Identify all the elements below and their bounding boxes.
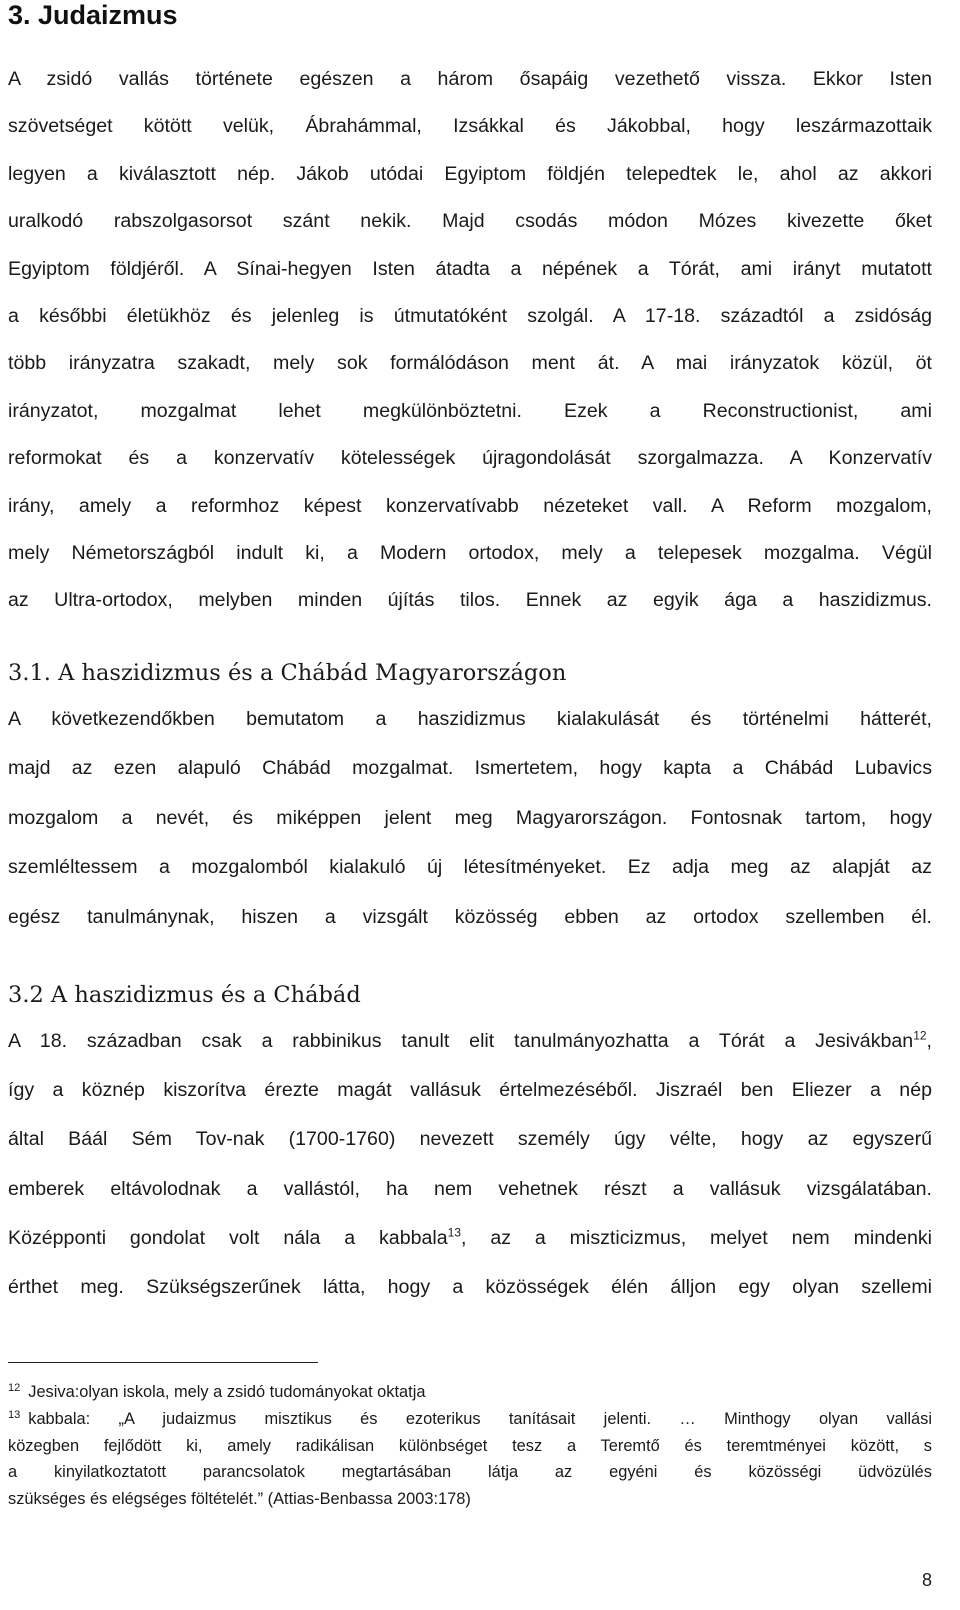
text-line: legyen a kiválasztott nép. Jákob utódai Egyiptom földjén telepedtek le, ahol az akkori — [8, 162, 932, 185]
text-line: irány, amely a reformhoz képest konzervatívabb nézeteket vall. A Reform mozgalom, — [8, 494, 932, 517]
footnote-separator — [8, 1362, 318, 1363]
footnote-line: közegben fejlődött ki, amely radikálisan különbséget tesz a Teremtő és teremtményei között, s — [8, 1436, 932, 1455]
footnote-ref-12[interactable]: 12 — [913, 1028, 927, 1043]
page-number: 8 — [921, 1570, 932, 1590]
text-line: által Báál Sém Tov-nak (1700-1760) nevezett személy úgy vélte, hogy az egyszerű — [8, 1128, 932, 1151]
text-fragment: , — [926, 1030, 932, 1052]
text-fragment: Középponti gondolat volt nála a kabbala — [8, 1226, 448, 1249]
section-heading-3-1: 3.1. A haszidizmus és a Chábád Magyarországon — [8, 660, 567, 686]
text-line: egész tanulmánynak, hiszen a vizsgált közösség ebben az ortodox szellemben él. — [8, 905, 932, 928]
footnote-line: a kinyilatkoztatott parancsolatok megtartásában látja az egyéni és közösségi üdvözülés — [8, 1463, 932, 1481]
text-line: szövetséget kötött velük, Ábrahámmal, Izsákkal és Jákobbal, hogy leszármazottaik — [8, 115, 932, 138]
footnote-13 — [8, 1406, 932, 1512]
text-line: így a köznép kiszorítva érezte magát vallásuk értelmezéséből. Jiszraél ben Eliezer a nép — [8, 1079, 932, 1102]
text-line: uralkodó rabszolgasorsot szánt nekik. Majd csodás módon Mózes kivezette őket — [8, 210, 932, 233]
text-line: érthet meg. Szükségszerűnek látta, hogy a közösségek élén álljon egy olyan szellemi — [8, 1276, 932, 1299]
text-line: majd az ezen alapuló Chábád mozgalmat. Ismertetem, hogy kapta a Chábád Lubavics — [8, 757, 932, 780]
text-line: mozgalom a nevét, és miképpen jelent meg Magyarországon. Fontosnak tartom, hogy — [8, 806, 932, 829]
footnote-12 — [8, 1379, 932, 1406]
text-line: irányzatot, mozgalmat lehet megkülönböztetni. Ezek a Reconstructionist, ami — [8, 399, 932, 422]
paragraph-section-3-1 — [8, 695, 932, 942]
text-line: Egyiptom földjéről. A Sínai-hegyen Isten átadta a népének a Tórát, ami irányt mutatott — [8, 257, 932, 280]
footnote-number: 12 — [8, 1381, 21, 1394]
text-line — [8, 1017, 932, 1066]
footnote-number: 13 — [8, 1408, 21, 1421]
text-fragment: , az a miszticizmus, melyet nem mindenki — [461, 1226, 932, 1249]
footnote-ref-13[interactable]: 13 — [447, 1225, 462, 1240]
footnote-text: kabbala: „A judaizmus misztikus és ezoterikus tanításait jelenti. … Minthogy olyan vallási — [28, 1410, 932, 1428]
text-line: A következendőkben bemutatom a haszidizmus kialakulását és történelmi hátterét, — [8, 708, 932, 730]
text-line: a későbbi életükhöz és jelenleg is útmutatóként szolgál. A 17-18. századtól a zsidóság — [8, 305, 932, 328]
section-heading-3-2: 3.2 A haszidizmus és a Chábád — [8, 982, 361, 1008]
text-line: mely Németországból indult ki, a Modern ortodox, mely a telepesek mozgalma. Végül — [8, 542, 932, 565]
footnote-line: szükséges és elégséges föltételét.” (Attias-Benbassa 2003:178) — [8, 1489, 471, 1508]
text-line: reformokat és a konzervatív kötelességek újragondolását szorgalmazza. A Konzervatív — [8, 447, 932, 470]
text-line: szemléltessem a mozgalomból kialakuló új létesítményeket. Ez adja meg az alapját az — [8, 856, 932, 879]
text-line: emberek eltávolodnak a vallástól, ha nem vehetnek részt a vallásuk vizsgálatában. — [8, 1177, 932, 1200]
chapter-heading: 3. Judaizmus — [8, 0, 178, 30]
text-line — [8, 1214, 932, 1263]
text-line: A zsidó vallás története egészen a három ősapáig vezethető vissza. Ekkor Isten — [8, 68, 932, 90]
footnote-line — [8, 1406, 932, 1433]
text-line: több irányzatra szakadt, mely sok formálódáson ment át. A mai irányzatok közül, öt — [8, 352, 932, 375]
paragraph-section-3-2 — [8, 1017, 932, 1312]
paragraph-judaism-intro — [8, 56, 932, 625]
text-fragment: A 18. században csak a rabbinikus tanult elit tanulmányozhatta a Tórát a Jesivákban — [8, 1030, 914, 1052]
text-line: az Ultra-ortodox, melyben minden újítás tilos. Ennek az egyik ága a haszidizmus. — [8, 589, 932, 612]
footnote-text: Jesiva:olyan iskola, mely a zsidó tudományokat oktatja — [28, 1383, 426, 1401]
